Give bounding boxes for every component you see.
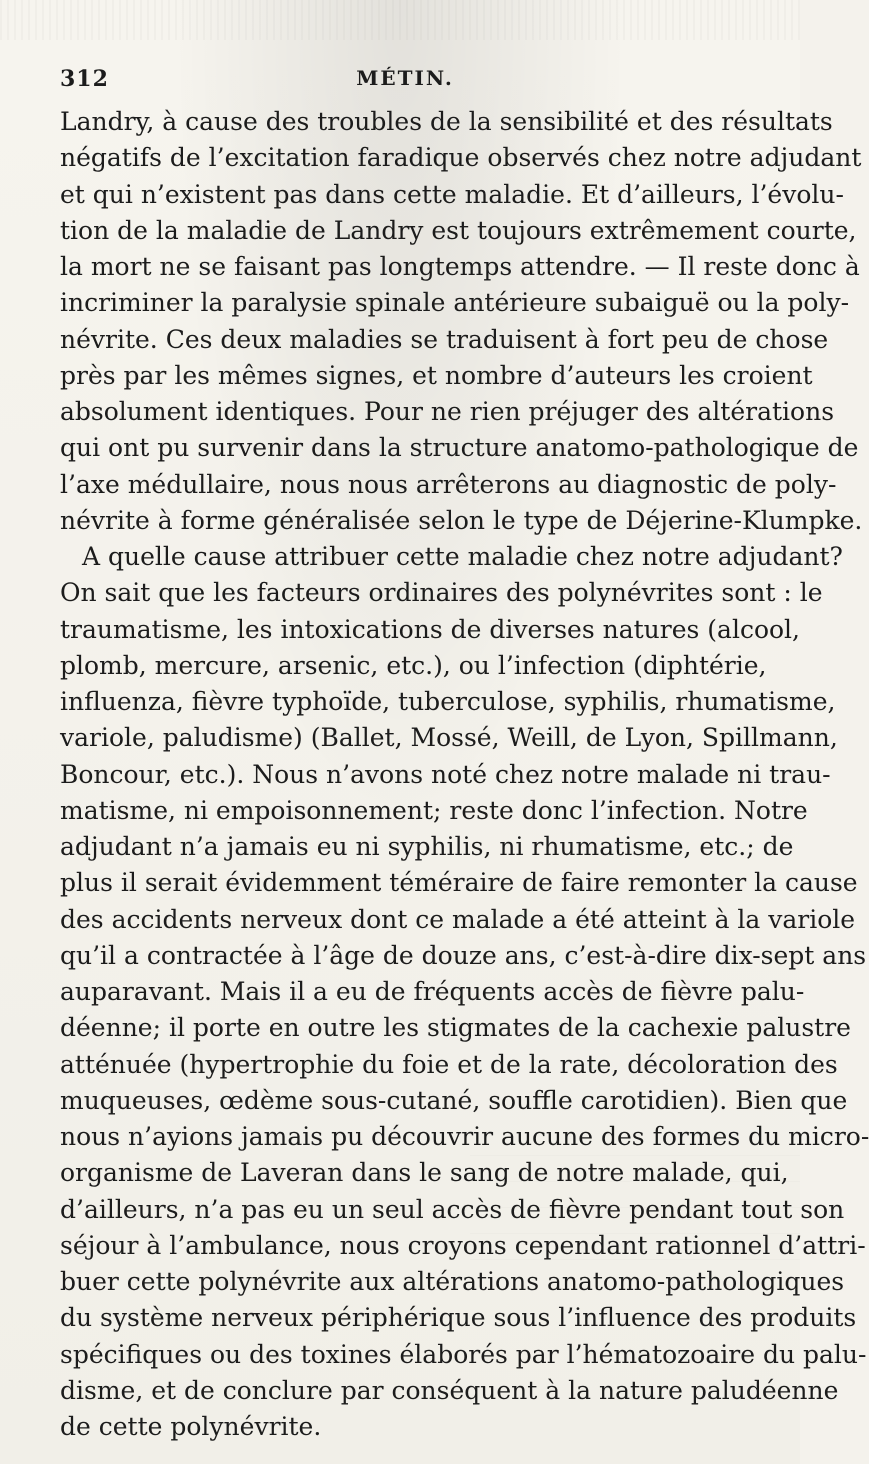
text-line: la mort ne se faisant pas longtemps attendre. — Il reste donc à bbox=[60, 252, 860, 281]
text-line: du système nerveux périphérique sous l’influence des produits bbox=[60, 1303, 857, 1333]
text-line: spécifiques ou des toxines élaborés par l’hématozoaire du palu- bbox=[60, 1339, 867, 1369]
text-line: l’axe médullaire, nous nous arrêterons au diagnostic de poly- bbox=[60, 469, 837, 499]
text-line: névrite à forme généralisée selon le type de Déjerine-Klumpke. bbox=[60, 505, 863, 535]
text-line: traumatisme, les intoxications de diverses natures (alcool, bbox=[60, 614, 801, 644]
text-line: atténuée (hypertrophie du foie et de la rate, décoloration des bbox=[60, 1049, 838, 1079]
text-line: auparavant. Mais il a eu de fréquents accès de fièvre palu- bbox=[60, 977, 805, 1006]
text-line: disme, et de conclure par conséquent à la nature paludéenne bbox=[60, 1375, 839, 1405]
text-line: près par les mêmes signes, et nombre d’auteurs les croient bbox=[60, 360, 813, 390]
page-number: 312 bbox=[60, 66, 109, 92]
top-bleed-through bbox=[0, 0, 800, 40]
text-line: buer cette polynévrite aux altérations anatomo-pathologiques bbox=[60, 1267, 845, 1296]
text-line: névrite. Ces deux maladies se traduisent à fort peu de chose bbox=[60, 324, 829, 354]
text-line: Landry, à cause des troubles de la sensibilité et des résultats bbox=[60, 107, 833, 136]
text-line: variole, paludisme) (Ballet, Mossé, Weill, de Lyon, Spillmann, bbox=[60, 723, 838, 753]
text-line: déenne; il porte en outre les stigmates de la cachexie palustre bbox=[60, 1013, 851, 1043]
text-line: influenza, fièvre typhoïde, tuberculose, syphilis, rhumatisme, bbox=[60, 687, 836, 716]
paragraph-start-line: A quelle cause attribuer cette maladie chez notre adjudant? bbox=[82, 542, 843, 571]
text-line: incriminer la paralysie spinale antérieure subaiguë ou la poly- bbox=[60, 288, 850, 318]
text-line: plus il serait évidemment téméraire de faire remonter la cause bbox=[60, 868, 858, 898]
text-line: négatifs de l’excitation faradique observés chez notre adjudant bbox=[60, 143, 862, 173]
paragraph-end-line: de cette polynévrite. bbox=[60, 1412, 322, 1441]
text-line: tion de la maladie de Landry est toujours extrêmement courte, bbox=[60, 215, 857, 245]
text-line: des accidents nerveux dont ce malade a été atteint à la variole bbox=[60, 904, 856, 934]
text-line: plomb, mercure, arsenic, etc.), ou l’infection (diphtérie, bbox=[60, 650, 767, 680]
text-line: qu’il a contractée à l’âge de douze ans, c’est-à-dire dix-sept ans bbox=[60, 940, 867, 970]
text-line: organisme de Laveran dans le sang de notre malade, qui, bbox=[60, 1158, 789, 1188]
text-line: qui ont pu survenir dans la structure anatomo-pathologique de bbox=[60, 433, 859, 463]
text-line: séjour à l’ambulance, nous croyons cependant rationnel d’attri- bbox=[60, 1230, 866, 1260]
bottom-bleed-through bbox=[470, 1140, 800, 1260]
text-line: adjudant n’a jamais eu ni syphilis, ni rhumatisme, etc.; de bbox=[60, 832, 794, 861]
running-head: MÉTIN. bbox=[356, 66, 454, 90]
text-line: d’ailleurs, n’a pas eu un seul accès de fièvre pendant tout son bbox=[60, 1194, 845, 1224]
text-line: et qui n’existent pas dans cette maladie. Et d’ailleurs, l’évolu- bbox=[60, 179, 844, 209]
text-line: muqueuses, œdème sous-cutané, souffle carotidien). Bien que bbox=[60, 1085, 848, 1115]
text-line: absolument identiques. Pour ne rien préjuger des altérations bbox=[60, 397, 835, 426]
text-line: Boncour, etc.). Nous n’avons noté chez notre malade ni trau- bbox=[60, 759, 831, 789]
text-line: On sait que les facteurs ordinaires des polynévrites sont : le bbox=[60, 578, 823, 608]
text-line: nous n’ayions jamais pu découvrir aucune des formes du micro- bbox=[60, 1122, 869, 1151]
page-header bbox=[60, 66, 750, 96]
text-line: matisme, ni empoisonnement; reste donc l’infection. Notre bbox=[60, 795, 808, 825]
